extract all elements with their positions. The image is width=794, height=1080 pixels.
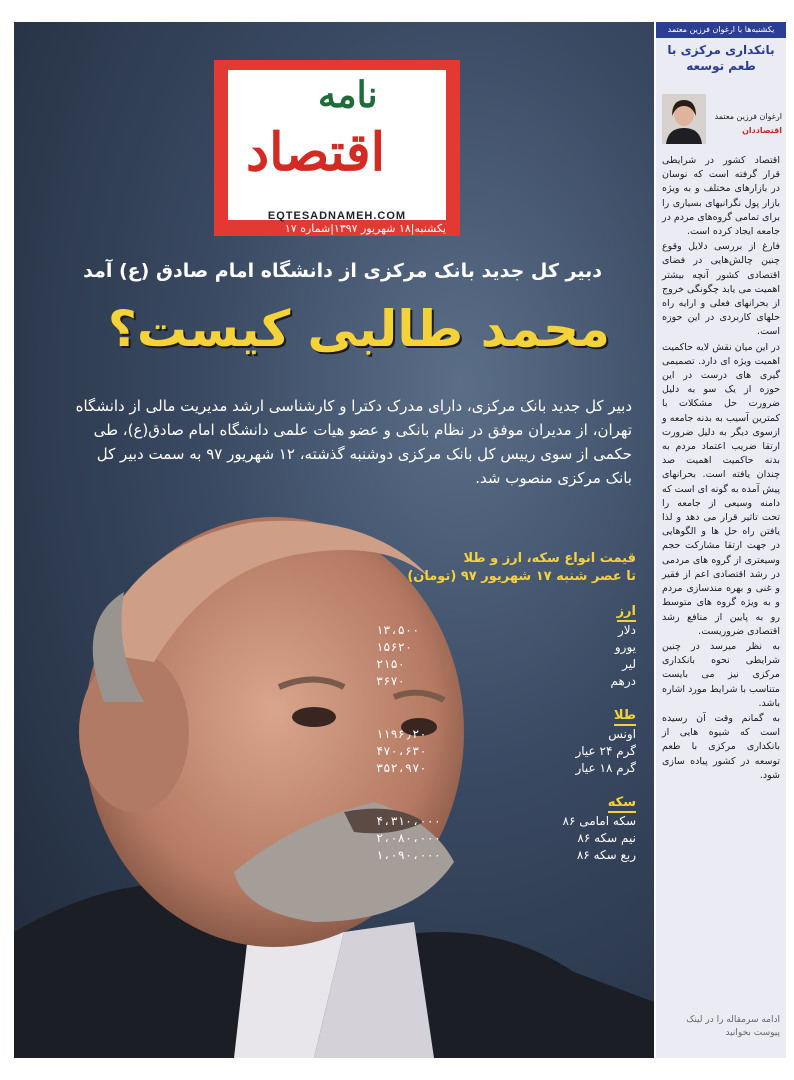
price-label: درهم: [610, 674, 636, 688]
price-section-gold: [376, 704, 636, 777]
price-row: [376, 760, 636, 777]
price-value: ۱،۰۹۰،۰۰۰: [376, 848, 442, 862]
editorial-title: بانکداری مرکزی با طعم توسعه: [667, 43, 775, 73]
price-row: [376, 743, 636, 760]
logo-word-nameh: نامه: [318, 74, 378, 116]
price-label: نیم سکه ۸۶: [577, 831, 636, 845]
price-value: ۱۱۹۶٫۲۰: [376, 727, 427, 741]
editorial-sidebar: [656, 22, 786, 1058]
price-value: ۴۷۰،۶۳۰: [376, 744, 427, 758]
price-row: [376, 622, 636, 639]
logo-panel: [228, 70, 446, 220]
price-value: ۲،۰۸۰،۰۰۰: [376, 831, 442, 845]
price-row: [376, 639, 636, 656]
price-value: ۱۵۶۲۰: [376, 640, 413, 654]
price-row: [376, 656, 636, 673]
kicker: دبیر کل جدید بانک مرکزی از دانشگاه امام صادق (ع) آمد: [83, 260, 602, 282]
price-label: یورو: [614, 640, 636, 654]
price-row: [376, 813, 636, 830]
section-title: سکه: [608, 795, 636, 813]
price-section-currency: [376, 600, 636, 690]
price-section-coin: [376, 791, 636, 864]
logo-url: EQTESADNAMEH.COM: [267, 210, 407, 222]
editorial-paragraph: به نظر میرسد در چنین شرایطی نحوه بانکداری مرکزی نیز می بایست متناسب با شرایط مورد اشاره باشد.: [662, 640, 780, 709]
price-label: لیر: [622, 657, 636, 671]
price-label: گرم ۲۴ عیار: [575, 744, 636, 758]
editorial-body: [662, 154, 780, 784]
price-row: [376, 673, 636, 690]
masthead-logo: [214, 60, 460, 236]
price-value: ۳۶۷۰: [376, 674, 405, 688]
price-box-title-2: تا عصر شنبه ۱۷ شهریور ۹۷ (تومان): [407, 569, 636, 584]
author-role: اقتصاددان: [742, 126, 782, 135]
headline: محمد طالبی کیست؟: [107, 300, 610, 358]
cover-main: [14, 22, 654, 1058]
price-value: ۱۳،۵۰۰: [376, 623, 420, 637]
editorial-paragraph: به گمانم وقت آن رسیده است که شیوه هایی از بانکداری مرکزی با طعم توسعه در کشور پیاده سازی شود.: [662, 712, 780, 781]
price-value: ۳۵۲،۹۷۰: [376, 761, 427, 775]
price-row: [376, 726, 636, 743]
editorial-paragraph: فارغ از بررسی دلایل وقوع چنین چالش‌هایی در فضای اقتصادی کشور آنچه بیشتر اهمیت می یابد چگونگی خروج از بحرانهای فعلی و ارایه راه حلهای کاربردی در این حوزه است.: [662, 241, 780, 338]
price-label: گرم ۱۸ عیار: [575, 761, 636, 775]
price-row: [376, 847, 636, 864]
section-title: طلا: [614, 708, 636, 726]
issue-line: یکشنبه|۱۸ شهریور ۱۳۹۷|شماره ۱۷: [284, 222, 446, 235]
section-title: ارز: [617, 604, 636, 622]
author-photo: [662, 94, 706, 144]
editorial-paragraph: در این میان نقش لایه حاکمیت اهمیت ویژه ای دارد. تصمیمی گیری های درست در این حوزه از یک سو به دلیل ضرورت حل مشکلات با کمترین آسیب به بدنه جامعه و ازسوی دیگر به دلیل ضرورت ارتقا ضریب اعتماد مردم به بدنه حاکمیت اهمیت صد چندان یافته است. بحرانهای پیش آمده به گونه ای است که دامنه وسیعی از جامعه را تحت تاثیر قرار می دهد و لذا یافتن راه حل ها و الگوهایی در جهت ارتقا مشارکت حجم وسیعتری از گروه های مردمی در رشد اقتصادی اعم از فقیر و غنی و بهره مندسازی مردم و به ویژه گروه های متوسط رو به پایین از منافع رشد اقتصادی ضروریست.: [662, 341, 780, 637]
author-avatar-icon: [662, 94, 706, 144]
lead-paragraph: دبیر کل جدید بانک مرکزی، دارای مدرک دکترا و کارشناسی ارشد مدیریت مالی از دانشگاه تهران، از مدیران موفق در نظام بانکی و عضو هیات علمی دانشگاه امام صادق(ع)، طی حکمی از سوی رییس کل بانک مرکزی دوشنبه گذشته، ۱۲ شهریور ۹۷ به سمت دبیر کل بانک مرکزی منصوب شد.: [75, 397, 632, 487]
editorial-paragraph: اقتصاد کشور در شرایطی قرار گرفته است که نوسان در بازارهای مختلف و به ویژه بازار پول نگرانیهای بسیاری را برای تمامی گروه‌های مردم در جامعه ایجاد کرده است.: [661, 155, 780, 238]
price-box-title-1: قیمت انواع سکه، ارز و طلا: [463, 551, 636, 566]
logo-word-eqtesad: اقتصاد: [246, 122, 386, 183]
column-tag: یکشنبه‌ها با ارغوان فرزین معتمد: [656, 22, 786, 38]
price-label: اونس: [608, 727, 636, 741]
price-label: ربع سکه ۸۶: [576, 848, 636, 862]
price-label: دلار: [618, 623, 636, 637]
price-label: سکه امامی ۸۶: [562, 814, 636, 828]
continue-note: ادامه سرمقاله را در لینک پیوست بخوانید: [686, 1015, 780, 1038]
price-box: [376, 550, 636, 864]
price-row: [376, 830, 636, 847]
price-value: ۲۱۵۰: [376, 657, 405, 671]
author-name: ارغوان فرزین معتمد: [714, 112, 782, 121]
price-value: ۴،۳۱۰،۰۰۰: [376, 814, 442, 828]
